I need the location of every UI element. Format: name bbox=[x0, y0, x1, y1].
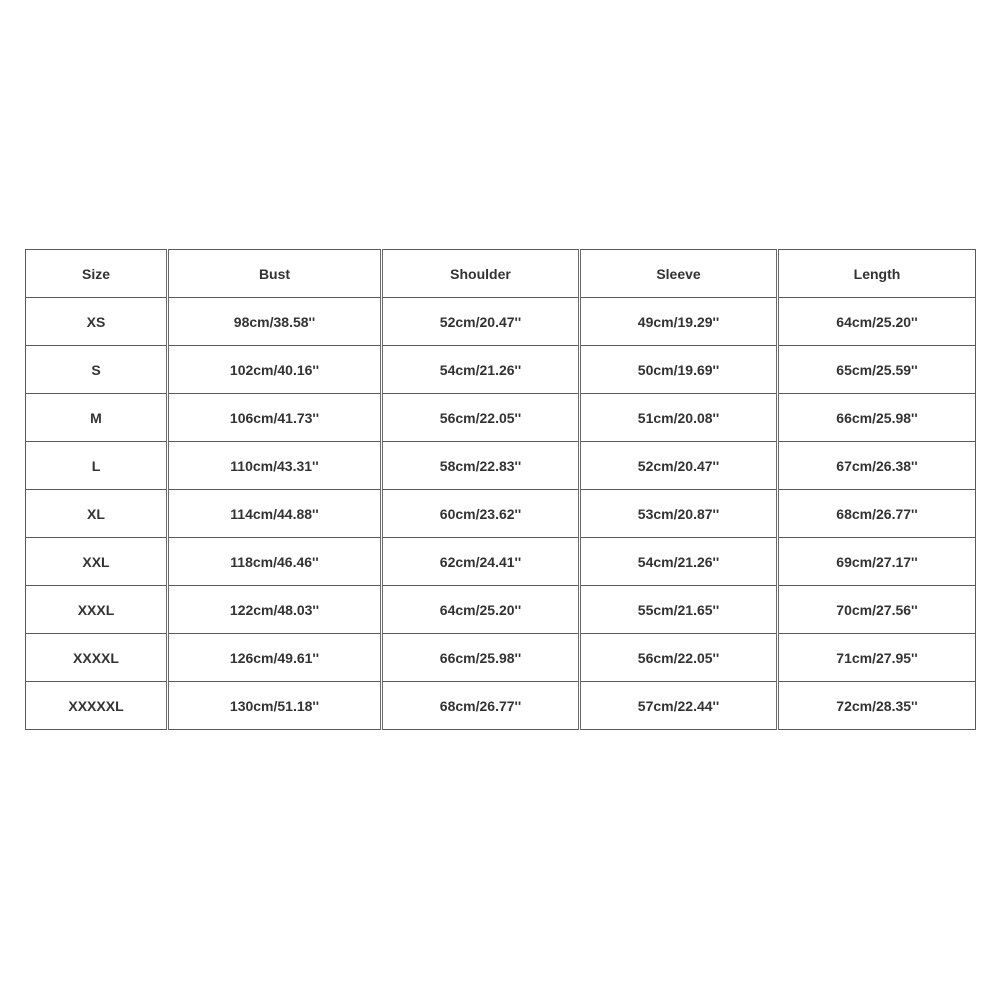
cell-sleeve: 50cm/19.69'' bbox=[580, 346, 778, 394]
header-bust: Bust bbox=[168, 250, 382, 298]
table-row bbox=[26, 346, 976, 394]
cell-sleeve: 51cm/20.08'' bbox=[580, 394, 778, 442]
cell-shoulder: 54cm/21.26'' bbox=[382, 346, 580, 394]
header-size: Size bbox=[26, 250, 168, 298]
cell-length: 64cm/25.20'' bbox=[778, 298, 976, 346]
cell-shoulder: 66cm/25.98'' bbox=[382, 634, 580, 682]
cell-length: 66cm/25.98'' bbox=[778, 394, 976, 442]
table-row bbox=[26, 586, 976, 634]
cell-size: XXL bbox=[26, 538, 168, 586]
cell-sleeve: 55cm/21.65'' bbox=[580, 586, 778, 634]
cell-bust: 106cm/41.73'' bbox=[168, 394, 382, 442]
cell-bust: 126cm/49.61'' bbox=[168, 634, 382, 682]
cell-size: XXXL bbox=[26, 586, 168, 634]
cell-shoulder: 60cm/23.62'' bbox=[382, 490, 580, 538]
header-shoulder: Shoulder bbox=[382, 250, 580, 298]
cell-shoulder: 68cm/26.77'' bbox=[382, 682, 580, 730]
cell-sleeve: 54cm/21.26'' bbox=[580, 538, 778, 586]
cell-bust: 102cm/40.16'' bbox=[168, 346, 382, 394]
cell-size: XXXXXL bbox=[26, 682, 168, 730]
cell-length: 69cm/27.17'' bbox=[778, 538, 976, 586]
table-row bbox=[26, 538, 976, 586]
cell-length: 65cm/25.59'' bbox=[778, 346, 976, 394]
table-row bbox=[26, 634, 976, 682]
cell-length: 72cm/28.35'' bbox=[778, 682, 976, 730]
cell-sleeve: 57cm/22.44'' bbox=[580, 682, 778, 730]
cell-length: 70cm/27.56'' bbox=[778, 586, 976, 634]
size-chart-table bbox=[25, 249, 976, 730]
table-row bbox=[26, 394, 976, 442]
cell-shoulder: 62cm/24.41'' bbox=[382, 538, 580, 586]
header-sleeve: Sleeve bbox=[580, 250, 778, 298]
cell-size: XS bbox=[26, 298, 168, 346]
cell-shoulder: 52cm/20.47'' bbox=[382, 298, 580, 346]
cell-shoulder: 58cm/22.83'' bbox=[382, 442, 580, 490]
table-row bbox=[26, 442, 976, 490]
table-row bbox=[26, 490, 976, 538]
cell-bust: 122cm/48.03'' bbox=[168, 586, 382, 634]
table-row bbox=[26, 682, 976, 730]
cell-size: S bbox=[26, 346, 168, 394]
cell-bust: 110cm/43.31'' bbox=[168, 442, 382, 490]
cell-size: M bbox=[26, 394, 168, 442]
cell-shoulder: 56cm/22.05'' bbox=[382, 394, 580, 442]
cell-shoulder: 64cm/25.20'' bbox=[382, 586, 580, 634]
table-row bbox=[26, 298, 976, 346]
cell-size: L bbox=[26, 442, 168, 490]
cell-sleeve: 52cm/20.47'' bbox=[580, 442, 778, 490]
cell-bust: 118cm/46.46'' bbox=[168, 538, 382, 586]
cell-bust: 130cm/51.18'' bbox=[168, 682, 382, 730]
header-length: Length bbox=[778, 250, 976, 298]
cell-length: 67cm/26.38'' bbox=[778, 442, 976, 490]
cell-bust: 114cm/44.88'' bbox=[168, 490, 382, 538]
cell-length: 71cm/27.95'' bbox=[778, 634, 976, 682]
cell-size: XXXXL bbox=[26, 634, 168, 682]
cell-sleeve: 49cm/19.29'' bbox=[580, 298, 778, 346]
cell-size: XL bbox=[26, 490, 168, 538]
cell-bust: 98cm/38.58'' bbox=[168, 298, 382, 346]
cell-length: 68cm/26.77'' bbox=[778, 490, 976, 538]
cell-sleeve: 53cm/20.87'' bbox=[580, 490, 778, 538]
cell-sleeve: 56cm/22.05'' bbox=[580, 634, 778, 682]
header-row bbox=[26, 250, 976, 298]
